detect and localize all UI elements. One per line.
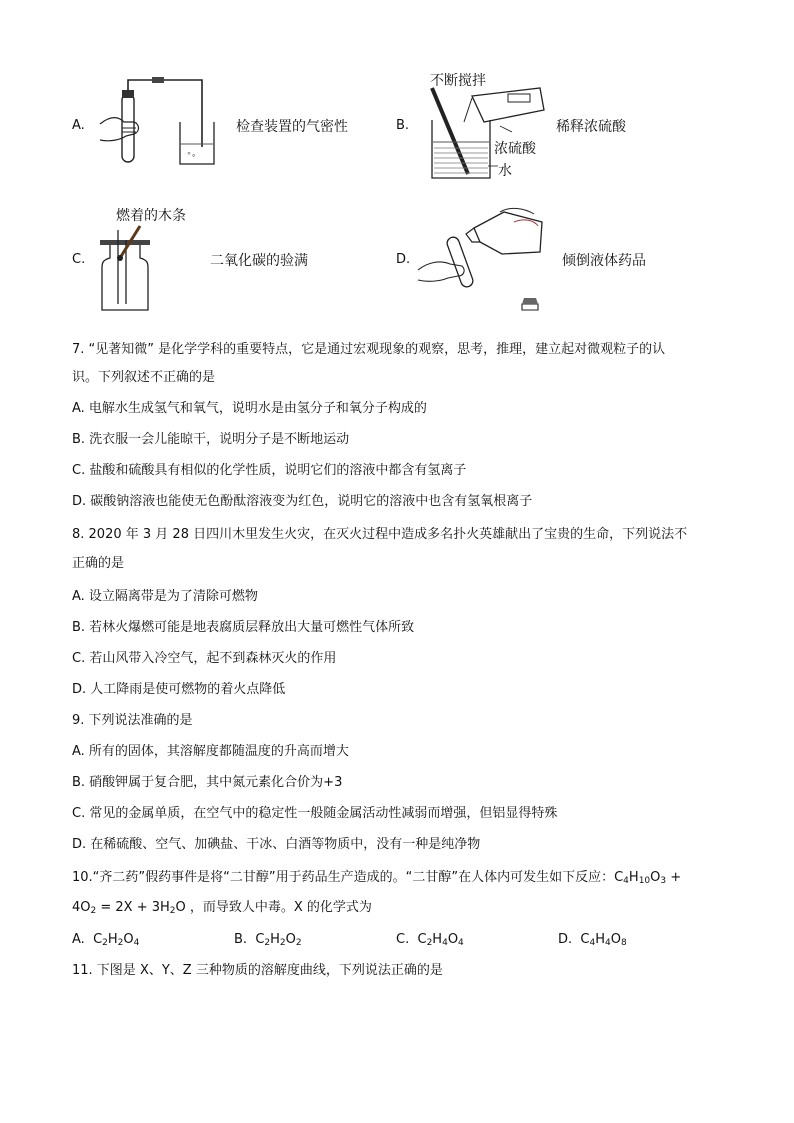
option-letter: D. [558,932,573,947]
q10-formula-sub: 3 [660,876,667,886]
q8-stem-line1: 8. 2020 年 3 月 28 日四川木里发生火灾，在灭火过程中造成多名扑火英雄献出了宝贵的生命，下列说法不 [72,527,688,542]
option-c-caption: 二氧化碳的验满 [210,253,308,269]
q10-stem-line1 [72,870,681,889]
option-d-caption: 倾倒液体药品 [562,253,646,269]
svg-text:°∘: °∘ [187,151,197,160]
q7-option-d: D. 碳酸钠溶液也能使无色酚酞溶液变为红色，说明它的溶液中也含有氢氧根离子 [72,494,533,509]
pouring-liquid-illustration [414,208,564,314]
q8-stem-line2: 正确的是 [72,556,125,571]
label-stirring: 不断搅拌 [430,73,486,89]
co2-full-test-illustration [96,224,166,314]
q9-option-b: B. 硝酸钾属于复合肥，其中氮元素化合价为+3 [72,775,343,790]
formula-part: O [285,932,296,947]
q10-option-c [396,932,464,951]
formula-sub: 4 [133,938,140,948]
option-letter: C. [396,932,410,947]
q10-option-d [558,932,627,951]
option-letter: A. [72,932,85,947]
q10-formula-part: H [628,870,639,885]
formula-sub: 2 [102,938,108,948]
q10-eq-part: O ，而导致人中毒。X 的化学式为 [175,900,372,915]
q10-formula-sub: 4 [623,876,629,886]
q8-option-a: A. 设立隔离带是为了清除可燃物 [72,589,258,604]
formula-part: C [417,932,427,947]
formula-sub: 2 [264,938,271,948]
formula-part: H [595,932,606,947]
q10-stem-line2 [72,900,372,919]
q8-option-c: C. 若山风带入冷空气，起不到森林灭火的作用 [72,651,337,666]
option-b-caption: 稀释浓硫酸 [556,119,626,135]
formula-sub: 4 [458,938,464,948]
q10-eq-part: 4O [72,900,91,915]
q8-option-d: D. 人工降雨是使可燃物的着火点降低 [72,682,286,697]
q8-option-b: B. 若林火爆燃可能是地表腐质层释放出大量可燃性气体所致 [72,620,415,635]
q10-formula-sub: 10 [638,876,651,886]
label-water: 水 [498,163,512,179]
q7-option-c: C. 盐酸和硫酸具有相似的化学性质，说明它们的溶液中都含有氢离子 [72,463,467,478]
formula-sub: 8 [620,938,627,948]
label-conc-sulfuric-acid: 浓硫酸 [494,141,536,157]
q10-eq-sub: 2 [90,906,97,916]
formula-part: H [270,932,280,947]
formula-part: H [107,932,118,947]
formula-sub: 2 [117,938,124,948]
formula-sub: 2 [426,938,433,948]
q9-stem: 9. 下列说法准确的是 [72,713,193,728]
formula-part: H [432,932,443,947]
option-b-letter: B. [396,118,410,133]
q9-option-c: C. 常见的金属单质，在空气中的稳定性一般随金属活动性减弱而增强，但铝显得特殊 [72,806,558,821]
q10-eq-part: = 2X + 3H [96,900,170,915]
formula-sub: 4 [605,938,611,948]
q10-stem-text: 10.“齐二药”假药事件是将“二甘醇”用于药品生产造成的。“二甘醇”在人体内可发生如下反应：C [72,870,624,885]
formula-part: O [610,932,621,947]
option-d-letter: D. [396,252,411,267]
q9-option-a: A. 所有的固体，其溶解度都随温度的升高而增大 [72,744,349,759]
q7-option-a: A. 电解水生成氢气和氧气，说明水是由氢分子和氧分子构成的 [72,401,427,416]
formula-part: C [580,932,590,947]
q10-formula-part: O [650,870,661,885]
formula-sub: 2 [279,938,286,948]
option-letter: B. [234,932,248,947]
formula-sub: 2 [295,938,302,948]
q7-stem-line2: 识。下列叙述不正确的是 [72,370,216,385]
q9-option-d: D. 在稀硫酸、空气、加碘盐、干冰、白酒等物质中，没有一种是纯净物 [72,837,481,852]
label-burning-splint: 燃着的木条 [116,208,186,224]
airtightness-apparatus-illustration [92,72,222,172]
q10-eq-sub: 2 [169,906,176,916]
q7-option-b: B. 洗衣服一会儿能晾干，说明分子是不断地运动 [72,432,350,447]
formula-part: O [447,932,459,947]
formula-sub: 4 [442,938,448,948]
q10-option-b [234,932,302,951]
q10-option-a [72,932,139,951]
q11-stem: 11. 下图是 X、Y、Z 三种物质的溶解度曲线，下列说法正确的是 [72,963,443,978]
q10-formula-part: + [666,870,682,885]
option-a-caption: 检查装置的气密性 [236,119,348,135]
formula-part: C [255,932,265,947]
formula-sub: 4 [589,938,596,948]
dilute-acid-illustration [420,86,560,181]
option-c-letter: C. [72,252,86,267]
formula-part: O [123,932,134,947]
formula-part: C [93,932,103,947]
q7-stem-line1: 7. “见著知微” 是化学学科的重要特点，它是通过宏观现象的观察，思考，推理，建立起对微观粒子的认 [72,342,666,357]
option-a-letter: A. [72,118,85,133]
